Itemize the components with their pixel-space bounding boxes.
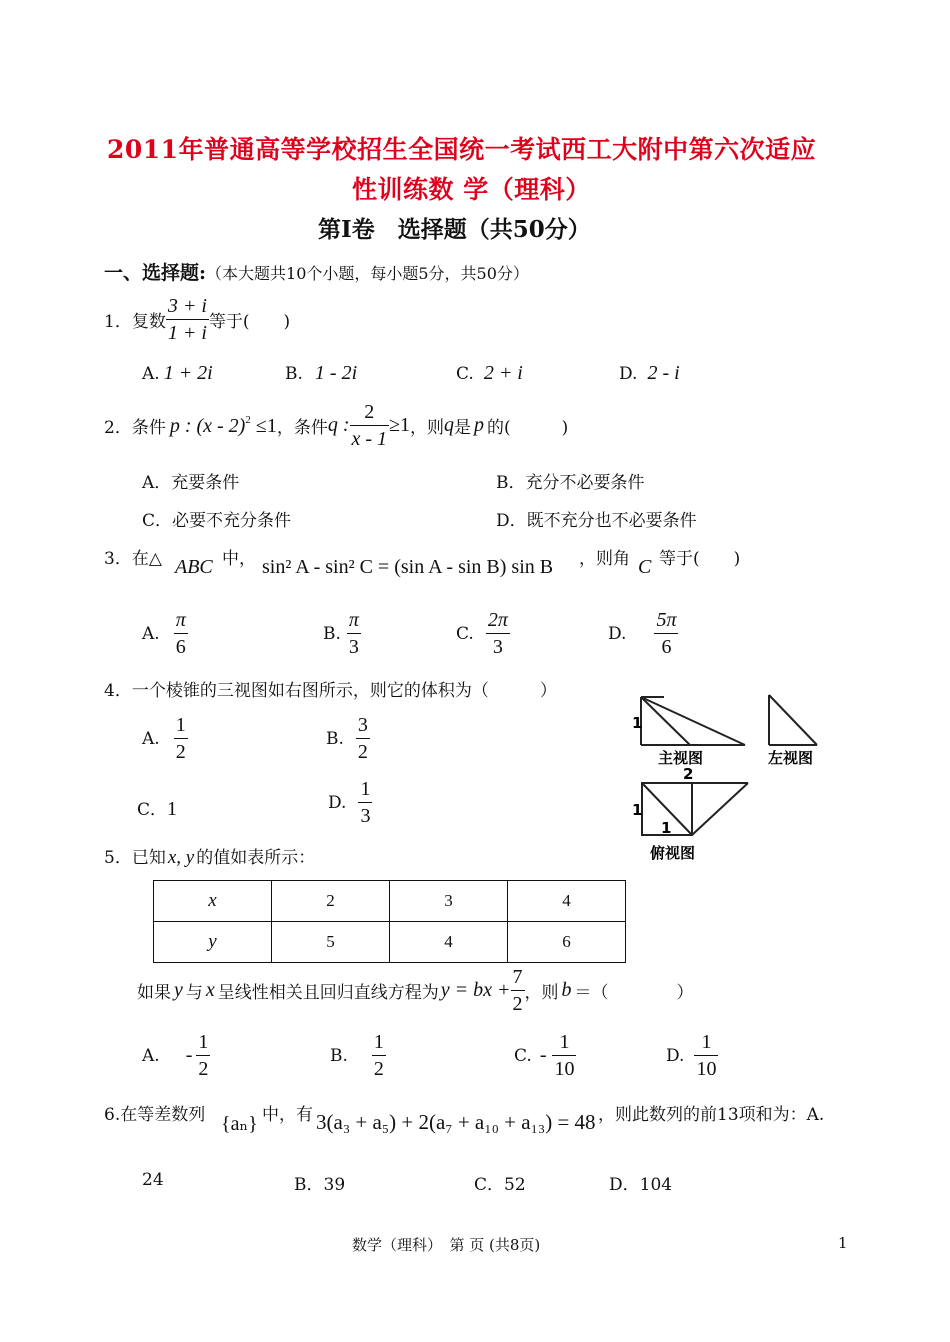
q5-line2-e: ＝（ ）: [574, 983, 694, 1003]
q5-vars: x, y: [167, 847, 195, 868]
q6-mid: 中，有: [262, 1105, 313, 1125]
frac-den: 2: [512, 993, 523, 1015]
option-label: B.: [330, 1045, 348, 1066]
front-view: [641, 697, 745, 745]
q6-option-a[interactable]: [142, 1170, 164, 1190]
question-5: [104, 843, 315, 869]
frac-den: 10: [696, 1058, 717, 1080]
question-4: 4．一个棱锥的三视图如右图所示，则它的体积为（ ）: [104, 681, 557, 701]
option-label: C.: [456, 364, 474, 384]
section-heading: [104, 258, 529, 285]
q5-line2-b: 与: [185, 983, 203, 1003]
title-line-1: 2011年普通高等学校招生全国统一考试西工大附中第六次适应: [107, 135, 817, 164]
q3-abc: ABC: [175, 556, 213, 578]
table-cell: 4: [390, 922, 508, 963]
frac-num: 3: [357, 714, 368, 736]
q2-option-a[interactable]: [142, 468, 239, 493]
table-cell: 4: [508, 881, 626, 922]
q4-option-d[interactable]: [328, 777, 372, 828]
option-label: A.: [142, 364, 160, 384]
frac-den: 2: [357, 741, 368, 763]
frac-num: 1: [373, 1031, 384, 1053]
dim-top-height: 1: [632, 801, 643, 819]
q1-frac-num: 3 + i: [167, 295, 207, 317]
option-value: 1 + 2i: [163, 362, 213, 384]
option-label: D.: [619, 364, 638, 384]
option-label: B.: [285, 364, 303, 384]
option-fraction: [174, 608, 188, 659]
three-view-figure: [628, 690, 828, 865]
top-view-label: 俯视图: [650, 844, 696, 862]
q5-option-b[interactable]: [330, 1030, 386, 1081]
q2-option-c[interactable]: [142, 506, 291, 531]
option-label: A.: [142, 1045, 160, 1066]
frac-den: 6: [175, 636, 186, 658]
q2-q-rel: ≥1: [389, 414, 411, 436]
q2-frac-den: x - 1: [351, 428, 388, 450]
q2-mid: ，条件: [276, 418, 328, 438]
frac-den: 10: [554, 1058, 575, 1080]
option-fraction: [552, 1030, 576, 1081]
page-number: 1: [838, 1234, 848, 1252]
option-value: 2 + i: [483, 362, 523, 384]
q2-tail3: 的( ): [487, 418, 569, 438]
option-fraction: [196, 1030, 210, 1081]
option-label: B．: [496, 473, 526, 493]
top-view: [642, 783, 748, 835]
q2-p-exp: 2: [245, 413, 251, 426]
q5-line2-a: 如果: [137, 983, 171, 1003]
option-text: 充分不必要条件: [525, 473, 645, 493]
frac-num: π: [348, 609, 359, 631]
q6-option-b[interactable]: [294, 1170, 345, 1195]
q4-option-b[interactable]: [326, 713, 370, 764]
option-label: A．: [142, 473, 172, 493]
option-fraction: [347, 608, 361, 659]
q3-option-a[interactable]: [142, 608, 188, 659]
q2-frac-num: 2: [364, 401, 375, 423]
q6-tail: ，则此数列的前13项和为：A.: [598, 1105, 825, 1125]
option-label: C.: [456, 623, 474, 644]
q5-option-c[interactable]: [514, 1030, 576, 1081]
q3-prefix: 3．在△: [104, 549, 162, 569]
q2-q-sym: q: [444, 414, 455, 436]
frac-den: 3: [492, 636, 503, 658]
table-cell: 2: [272, 881, 390, 922]
dim-width: 2: [683, 765, 694, 783]
table-row: [154, 881, 626, 922]
frac-num: π: [175, 609, 186, 631]
option-fraction: [358, 777, 372, 828]
q2-p-rel: ≤1: [250, 414, 277, 437]
frac-den: 3: [348, 636, 359, 658]
q5-text-a: 5．已知: [104, 848, 166, 868]
table-row: [154, 922, 626, 963]
option-fraction: [356, 713, 370, 764]
q5-option-a[interactable]: [142, 1030, 210, 1081]
table-cell: x: [154, 881, 272, 922]
q2-p-sym: p: [474, 414, 485, 436]
option-value: 2 - i: [647, 362, 680, 384]
dim-top-inner: 1: [661, 819, 672, 837]
q6-seq: {aₙ}: [221, 1113, 258, 1135]
table-cell: 6: [508, 922, 626, 963]
frac-num: 7: [512, 966, 523, 988]
side-view: [769, 695, 817, 745]
option-value: 1: [167, 798, 178, 820]
q1-frac-den: 1 + i: [167, 322, 207, 344]
section-note: （本大题共10个小题，每小题5分，共50分）: [206, 264, 529, 283]
option-label: D.: [328, 792, 347, 813]
q3-option-d[interactable]: [608, 608, 678, 659]
q3-option-c[interactable]: [456, 608, 510, 659]
q5-equation: y = bx +: [440, 979, 511, 1001]
q6-option-d[interactable]: [609, 1170, 672, 1195]
q6-option-c[interactable]: [474, 1170, 526, 1195]
q1-suffix: 等于( ): [208, 312, 291, 332]
option-fraction: [486, 608, 510, 659]
option-text: 必要不充分条件: [172, 511, 292, 531]
q2-p-base: p : (x - 2): [169, 414, 246, 437]
option-label: C．: [474, 1175, 505, 1195]
option-sign: -: [185, 1044, 193, 1066]
q3-mid: 中，: [222, 549, 256, 569]
option-label: C．: [142, 511, 173, 531]
option-value: 1 - 2i: [314, 362, 358, 384]
q2-q-expr: q :: [327, 414, 350, 436]
frac-num: 5π: [656, 609, 677, 631]
q3-option-b[interactable]: [323, 608, 361, 659]
q5-b-sym: b: [561, 979, 572, 1001]
q3-equation: sin² A - sin² C = (sin A - sin B) sin B: [262, 556, 554, 578]
option-value: 39: [323, 1175, 346, 1195]
q5-x-sym: x: [205, 979, 215, 1001]
frac-num: 1: [198, 1031, 209, 1053]
frac-num: 1: [701, 1031, 712, 1053]
dim-front-height: 1: [632, 714, 643, 732]
q5-line2-d: ，则: [524, 983, 559, 1003]
q5-line2-c: 呈线性相关且回归直线方程为: [217, 983, 439, 1003]
q5-line-2: [137, 965, 694, 1016]
q5-text-b: 的值如表所示：: [196, 848, 316, 868]
frac-den: 2: [373, 1058, 384, 1080]
front-view-label: 主视图: [658, 749, 704, 767]
option-label: D.: [608, 623, 627, 644]
frac-den: 2: [175, 741, 186, 763]
table-cell: 5: [272, 922, 390, 963]
option-label: C.: [514, 1045, 532, 1066]
q3-tail: ，则角: [579, 549, 630, 569]
q1-option-d[interactable]: [619, 362, 680, 385]
table-cell: 3: [390, 881, 508, 922]
option-value: 24: [142, 1170, 164, 1190]
q2-prefix: 2．条件: [104, 418, 166, 438]
q2-tail2: 是: [454, 418, 472, 438]
section-label: 一、选择题:: [104, 262, 207, 284]
q5-eq-fraction: [511, 965, 525, 1016]
option-label: D．: [609, 1175, 640, 1195]
q6-equation: 3(a₃ + a₅) + 2(a₇ + a₁₀ + a₁₃) = 48: [316, 1110, 596, 1134]
option-text: 既不充分也不必要条件: [526, 511, 697, 531]
frac-num: 1: [175, 714, 186, 736]
option-value: 104: [639, 1175, 673, 1195]
frac-den: 2: [198, 1058, 209, 1080]
frac-num: 1: [360, 778, 371, 800]
option-label: B.: [326, 728, 344, 749]
question-1: [104, 294, 290, 345]
frac-num: 1: [559, 1031, 570, 1053]
data-table: [153, 880, 626, 963]
q2-option-b[interactable]: [496, 468, 645, 493]
side-view-label: 左视图: [768, 749, 814, 767]
question-2: [104, 400, 568, 451]
option-text: 充要条件: [171, 473, 240, 493]
option-label: D．: [496, 511, 527, 531]
option-label: B.: [323, 623, 341, 644]
option-value: 52: [504, 1175, 526, 1195]
option-label: C．: [137, 800, 168, 820]
option-sign: -: [539, 1044, 547, 1066]
q1-prefix: 1．复数: [104, 312, 166, 332]
q3-c-sym: C: [638, 556, 652, 578]
option-label: A.: [142, 728, 160, 749]
q1-option-a[interactable]: [142, 362, 213, 385]
option-fraction: [174, 713, 188, 764]
q1-fraction: [166, 294, 209, 345]
q2-option-d[interactable]: [496, 506, 697, 531]
option-fraction: [654, 608, 678, 659]
q5-y-sym: y: [174, 979, 183, 1001]
option-fraction: [372, 1030, 386, 1081]
q2-tail1: ，则: [410, 418, 445, 438]
part-title: 第Ⅰ卷 选择题（共50分）: [318, 216, 591, 243]
title-line-2: 性训练数 学（理科）: [352, 175, 591, 204]
q2-fraction: [350, 400, 390, 451]
page-footer: 数学（理科） 第 页 (共8页): [352, 1236, 541, 1254]
q6-prefix: 6.在等差数列: [104, 1105, 206, 1125]
q4-option-c[interactable]: [137, 795, 177, 821]
q1-option-c[interactable]: [456, 362, 523, 385]
q1-option-b[interactable]: [285, 362, 357, 385]
table-cell: y: [154, 922, 272, 963]
option-label: D.: [666, 1045, 685, 1066]
frac-den: 6: [661, 636, 672, 658]
option-fraction: [694, 1030, 718, 1081]
option-label: B．: [294, 1175, 324, 1195]
q4-option-a[interactable]: [142, 713, 188, 764]
frac-num: 2π: [487, 609, 508, 631]
frac-den: 3: [360, 805, 371, 827]
option-label: A.: [142, 623, 160, 644]
q2-p-expr: [170, 414, 277, 438]
q3-suffix: 等于( ): [659, 549, 741, 569]
q5-option-d[interactable]: [666, 1030, 718, 1081]
